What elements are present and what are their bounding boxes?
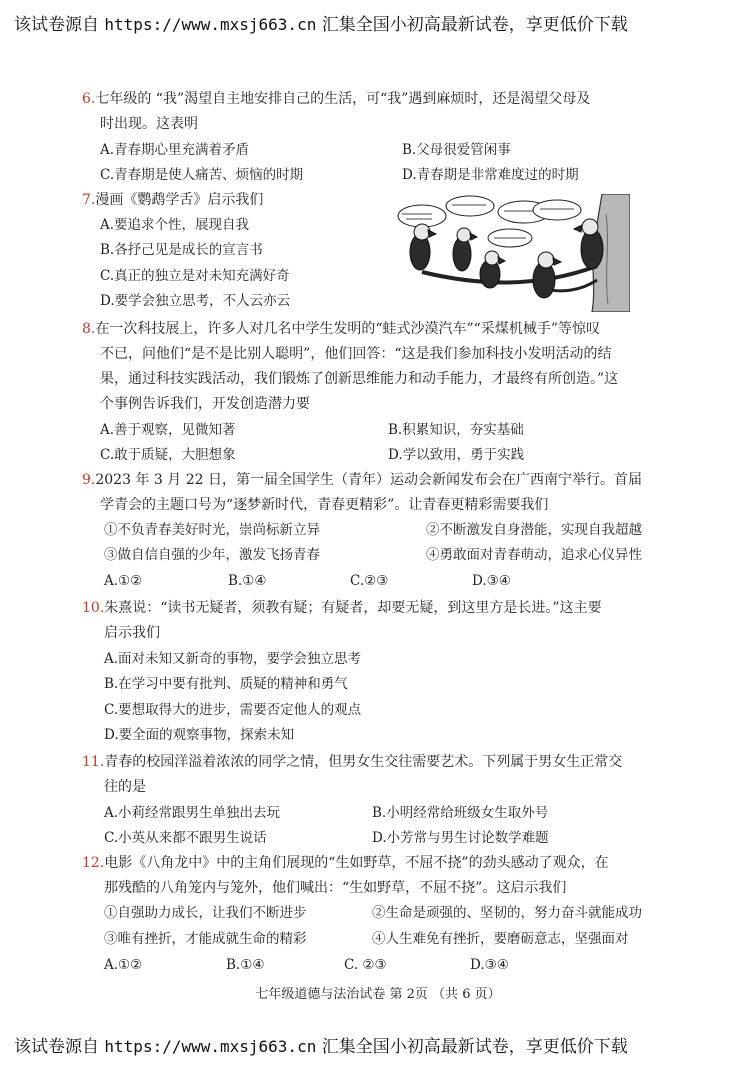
question-7-option-d: D.要学会独立思考，不人云亦云	[100, 293, 291, 309]
question-9-line-2: 学青会的主题口号为“逐梦新时代，青春更精彩”。让青春更精彩需要我们	[100, 497, 549, 513]
question-number: 9.	[82, 472, 96, 488]
question-7-option-a: A.要追求个性，展现自我	[100, 217, 250, 233]
top-banner	[14, 14, 628, 36]
question-8-line-3: 果，通过科技实践活动，我们锻炼了创新思维能力和动手能力，才最终有所创造。”这	[100, 371, 619, 387]
bottom-banner	[14, 1036, 628, 1058]
question-9-option-d: D.③④	[472, 573, 511, 589]
question-stem: 漫画《鹦鹉学舌》启示我们	[95, 192, 264, 208]
question-12-item-3: ③唯有挫折，才能成就生命的精彩	[104, 931, 307, 947]
question-12-item-1: ①自强助力成长，让我们不断进步	[104, 905, 307, 921]
question-stem: 七年级的 “我”渴望自主地安排自己的生活，可“我”遇到麻烦时，还是渴望父母及	[95, 91, 591, 107]
question-11-option-d: D.小芳常与男生讨论数学难题	[372, 830, 549, 846]
question-10-option-a: A.面对未知又新奇的事物，要学会独立思考	[104, 651, 362, 667]
question-12-option-c: C. ②③	[344, 957, 387, 973]
question-6-option-c: C.青春期是使人痛苦、烦恼的时期	[100, 167, 304, 183]
question-12-option-b: B.①④	[226, 957, 265, 973]
question-7-line-1	[82, 190, 263, 210]
question-stem: 在一次科技展上，许多人对几名中学生发明的“蛙式沙漠汽车”“采煤机械手”等惊叹	[95, 321, 600, 337]
question-6-option-b: B.父母很爱管闲事	[402, 142, 511, 158]
question-10-option-d: D.要全面的观察事物，探索未知	[104, 727, 295, 743]
question-number: 12.	[82, 855, 105, 871]
banner-prefix: 该试卷源自	[14, 15, 99, 35]
question-number: 11.	[82, 754, 105, 770]
question-stem: 2023 年 3 月 22 日，第一届全国学生（青年）运动会新闻发布会在广西南宁举行。首届	[95, 472, 642, 488]
page-footer: 七年级道德与法治试卷 第 2页 （共 6 页）	[255, 987, 501, 1002]
question-9-item-4: ④勇敢面对青春萌动，追求心仪异性	[426, 547, 642, 563]
question-8-option-d: D.学以致用，勇于实践	[388, 447, 525, 463]
banner-prefix: 该试卷源自	[14, 1037, 99, 1057]
banner-suffix: 汇集全国小初高最新试卷，享更低价下载	[321, 1037, 628, 1057]
question-11-line-1	[82, 752, 622, 772]
question-stem: 青春的校园洋溢着浓浓的同学之情，但男女生交往需要艺术。下列属于男女生正常交	[104, 754, 623, 770]
question-number: 10.	[82, 600, 105, 616]
question-10-line-1	[82, 598, 602, 618]
question-9-item-3: ③做自信自强的少年，激发飞扬青春	[104, 547, 320, 563]
question-8-option-b: B.积累知识，夯实基础	[388, 422, 524, 438]
question-11-option-c: C.小英从来都不跟男生说话	[104, 830, 267, 846]
question-6-line-2: 时出现。这表明	[100, 116, 198, 132]
question-stem: 电影《八角龙中》中的主角们展现的“生如野草，不屈不挠”的劲头感动了观众，在	[104, 855, 609, 871]
question-10-option-c: C.要想取得大的进步，需要否定他人的观点	[104, 702, 362, 718]
parrot-cartoon-image	[392, 194, 630, 312]
question-number: 8.	[82, 321, 96, 337]
question-12-item-4: ④人生难免有挫折，要磨砺意志，坚强面对	[372, 931, 629, 947]
question-6-option-d: D.青春期是非常难度过的时期	[402, 167, 579, 183]
question-8-option-a: A.善于观察，见微知著	[100, 422, 236, 438]
question-10-option-b: B.在学习中要有批判、质疑的精神和勇气	[104, 676, 348, 692]
question-number: 6.	[82, 91, 96, 107]
question-12-line-1	[82, 853, 609, 873]
question-8-line-4: 个事例告诉我们，开发创造潜力要	[100, 396, 310, 412]
question-6-option-a: A.青春期心里充满着矛盾	[100, 142, 250, 158]
question-8-line-1	[82, 319, 600, 339]
question-stem: 朱熹说：“读书无疑者，须教有疑；有疑者，却要无疑，到这里方是长进。”这主要	[104, 600, 602, 616]
question-7-option-b: B.各抒己见是成长的宣言书	[100, 242, 263, 258]
question-12-option-d: D.③④	[470, 957, 509, 973]
question-number: 7.	[82, 192, 96, 208]
question-12-line-2: 那残酷的八角笼内与笼外，他们喊出：“生如野草，不屈不挠”。这启示我们	[104, 880, 567, 896]
banner-url-link[interactable]: https://www.mxsj663.cn	[104, 1037, 317, 1056]
question-9-item-2: ②不断激发自身潜能，实现自我超越	[426, 522, 642, 538]
question-11-line-2: 往的是	[104, 779, 146, 795]
banner-suffix: 汇集全国小初高最新试卷，享更低价下载	[321, 15, 628, 35]
question-8-option-c: C.敢于质疑，大胆想象	[100, 447, 236, 463]
question-8-line-2: 不已，问他们“是不是比别人聪明”，他们回答：“这是我们参加科技小发明活动的结	[100, 346, 612, 362]
question-9-option-a: A.①②	[104, 573, 143, 589]
question-9-item-1: ①不负青春美好时光，崇尚标新立异	[104, 522, 320, 538]
question-11-option-b: B.小明经常给班级女生取外号	[372, 805, 549, 821]
question-11-option-a: A.小莉经常跟男生单独出去玩	[104, 805, 281, 821]
question-7-option-c: C.真正的独立是对未知充满好奇	[100, 268, 290, 284]
question-9-line-1	[82, 470, 642, 490]
question-6-line-1	[82, 89, 590, 109]
question-12-item-2: ②生命是顽强的、坚韧的，努力奋斗就能成功	[372, 905, 642, 921]
question-9-option-c: C.②③	[350, 573, 389, 589]
banner-url-link[interactable]: https://www.mxsj663.cn	[104, 15, 317, 34]
question-12-option-a: A.①②	[104, 957, 143, 973]
question-10-line-2: 启示我们	[104, 625, 160, 641]
question-9-option-b: B.①④	[228, 573, 267, 589]
